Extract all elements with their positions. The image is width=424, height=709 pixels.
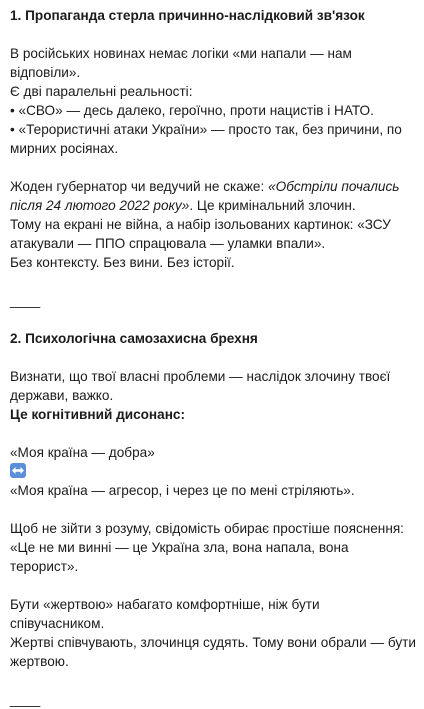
section1-governor-quote-b: після 24 лютого 2022 року» bbox=[10, 198, 190, 213]
section1-screen-line1: Тому на екрані не війна, а набір ізольованих картинок: «ЗСУ bbox=[10, 217, 391, 232]
section2-dissonance-prefix: Це bbox=[10, 407, 32, 422]
section2-quote-aggressor: «Моя країна — агресор, і через це по мені стріляють». bbox=[10, 483, 355, 498]
section1-governor-line2 bbox=[10, 196, 416, 215]
left-right-arrow-icon bbox=[10, 463, 26, 478]
section2-explanation-line2: «Це не ми винні — це Україна зла, вона напала, вона терорист». bbox=[10, 540, 349, 574]
section1-intro-line2: Є дві паралельні реальності: bbox=[10, 84, 193, 99]
section1-bullet1: • «СВО» — десь далеко, героїчно, проти нацистів і НАТО. bbox=[10, 103, 374, 118]
section2-dissonance-term: когнітивний дисонанс bbox=[31, 407, 181, 422]
section1-intro-line1: В російських новинах немає логіки «ми напали — нам відповіли». bbox=[10, 46, 352, 80]
section2-arrow-line bbox=[10, 462, 416, 481]
section2-victim-line2: Жертві співчувають, злочинця судять. Тому вони обрали — бути bbox=[10, 635, 416, 650]
section2-dissonance-line bbox=[10, 405, 416, 424]
section1-screen-line3: Без контексту. Без вини. Без історії. bbox=[10, 255, 235, 270]
section2-victim-line1: Бути «жертвою» набагато комфортніше, ніж бути співучасником. bbox=[10, 597, 320, 631]
section1-bullet2-line2: мирних росіянах. bbox=[10, 141, 119, 156]
section2-separator: ____ bbox=[10, 692, 41, 707]
section1-heading: 1. Пропаганда стерла причинно-наслідковий зв'язок bbox=[10, 8, 365, 23]
section1-governor-text-a: Жоден губернатор чи ведучий не скаже: bbox=[10, 179, 269, 194]
section2-heading: 2. Психологічна самозахисна брехня bbox=[10, 331, 258, 346]
section2-victim-line3: жертвою. bbox=[10, 654, 69, 669]
section2-dissonance-colon: : bbox=[180, 407, 186, 422]
section1-governor-line1 bbox=[10, 177, 416, 196]
section1-bullet2-line1: • «Терористичні атаки України» — просто так, без причини, по bbox=[10, 122, 402, 137]
section2-explanation-line1: Щоб не зійти з розуму, свідомість обирає простіше пояснення: bbox=[10, 521, 404, 536]
section1-governor-quote-a: «Обстріли почались bbox=[268, 179, 400, 194]
section2-quote-good: «Моя країна — добра» bbox=[10, 445, 155, 460]
section1-separator: ____ bbox=[10, 293, 41, 308]
section1-governor-text-b: . Це кримінальний злочин. bbox=[189, 198, 356, 213]
section1-screen-line2: атакували — ППО спрацювала — уламки впали». bbox=[10, 236, 326, 251]
section2-intro-line1: Визнати, що твої власні проблеми — наслідок злочину твоєї bbox=[10, 369, 391, 384]
section2-intro-line2: держави, важко. bbox=[10, 388, 114, 403]
